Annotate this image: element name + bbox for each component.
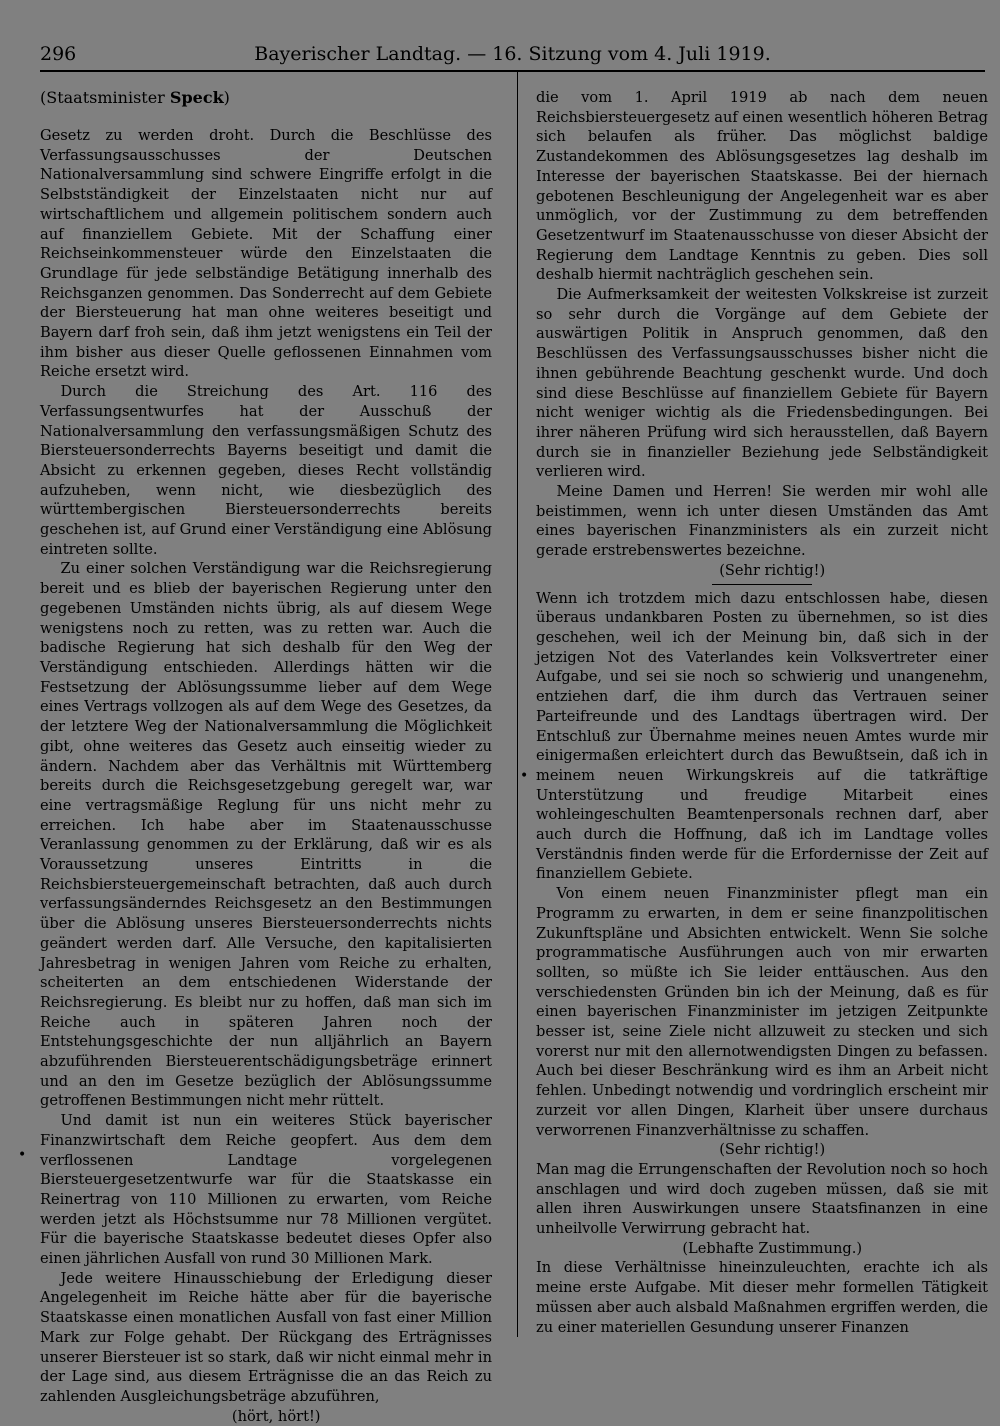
page-header (40, 40, 985, 68)
paragraph: Von einem neuen Finanzminister pflegt man ein Programm zu erwarten, in dem er seine finanzpolitischen Zukunftspläne und Absichten entwickelt. Wenn Sie solche programmatische Ausführungen auch von mir erwarten sollten, so müßte ich Sie leider enttäuschen. Aus den verschiedensten Gründen bin ich der Meinung, daß es für einen bayerischen Finanzminister im jetzigen Zeitpunkte besser ist, seine Ziele nicht allzuweit zu stecken und sich vorerst nur mit den allernotwendigsten Dingen zu befassen. Auch bei dieser Beschränkung wird es ihm an Arbeit nicht fehlen. Unbedingt notwendig und vordringlich erscheint mir zurzeit vor allen Dingen, Klarheit über unsere durchaus verworrenen Finanzverhältnisse zu schaffen. (536, 885, 988, 1139)
paragraph: Gesetz zu werden droht. Durch die Beschlüsse des Verfassungsausschusses der Deutschen Nationalversammlung sind schwere Eingriffe erfolgt in die Selbstständigkeit der Einzelstaaten nicht nur auf wirtschaftlichem und allgemein politischem sondern auch auf finanziellem Gebiete. Mit der Schaffung einer Reichseinkommensteuer würde den Einzelstaaten die Grundlage für jede selbständige Betätigung innerhalb des Reichsganzen genommen. Das Sonderrecht auf dem Gebiete der Biersteuerung hat man ohne weiteres beseitigt und Bayern darf froh sein, daß ihm jetzt wenigstens ein Teil der ihm bisher aus dieser Quelle geflossenen Einnahmen vom Reiche ersetzt wird. (40, 127, 492, 381)
page-number: 296 (40, 43, 77, 65)
paragraph: Die Aufmerksamkeit der weitesten Volkskreise ist zurzeit so sehr durch die Vorgänge auf dem Gebiete der auswärtigen Politik in Anspruch genommen, daß den Beschlüssen des Verfassungsausschusses bisher nicht die ihnen gebührende Beachtung geschenkt wurde. Und doch sind diese Beschlüsse auf finanziellem Gebiete für Bayern nicht weniger wichtig als die Friedensbedingungen. Bei ihrer näheren Prüfung wird sich herausstellen, daß Bayern durch sie in finanzieller Beziehung jede Selbständigkeit verlieren wird. (536, 286, 988, 481)
paragraph: In diese Verhältnisse hineinzuleuchten, erachte ich als meine erste Aufgabe. Mit dieser mehr formellen Tätigkeit müssen aber auch alsbald Maßnahmen ergriffen werden, die zu einer materiellen Gesundung unserer Finanzen (536, 1259, 988, 1336)
margin-dot: • (18, 1147, 27, 1163)
running-title: Bayerischer Landtag. — 16. Sitzung vom 4. Juli 1919. (254, 43, 771, 65)
paragraph: Meine Damen und Herren! Sie werden mir wohl alle beistimmen, wenn ich unter diesen Umständen das Amt eines bayerischen Finanzministers als ein zurzeit nicht gerade erstrebenswertes bezeichne. (536, 483, 988, 560)
speaker-name: Speck (169, 88, 224, 107)
separator-rule (712, 584, 812, 585)
margin-dot: • (520, 768, 529, 784)
paragraph: die vom 1. April 1919 ab nach dem neuen Reichsbiersteuergesetz auf einen wesentlich höheren Betrag sich belaufen als früher. Das möglichst baldige Zustandekommen des Ablösungsgesetzes lag deshalb im Interesse der bayerischen Staatskasse. Bei der hiernach gebotenen Beschleunigung der Angelegenheit war es aber unmöglich, vor der Zustimmung zu dem betreffenden Gesetzentwurf im Staatenausschusse von dieser Absicht der Regierung dem Landtage Kenntnis zu geben. Dies soll deshalb hiermit nachträglich geschehen sein. (536, 89, 988, 284)
paragraph: Man mag die Errungenschaften der Revolution noch so hoch anschlagen und wird doch zugeben müssen, daß sie mit allen ihren Auswirkungen unsere Staatsfinanzen in eine unheilvolle Verwirrung gebracht hat. (536, 1160, 988, 1238)
paragraph: Wenn ich trotzdem mich dazu entschlossen habe, diesen überaus undankbaren Posten zu übernehmen, so ist dies geschehen, weil ich der Meinung bin, daß sich in der jetzigen Not des Vaterlandes kein Volksvertreter einer Aufgabe, und sei sie noch so schwierig und unangenehm, entziehen darf, die ihm durch das Vertrauen seiner Parteifreunde und des Landtags übertragen wird. Der Entschluß zur Übernahme meines neuen Amtes wurde mir einigermaßen erleichtert durch das Bewußtsein, daß ich in meinem neuen Wirkungskreis auf die tatkräftige Unterstützung und freudige Mitarbeit eines wohleingeschulten Beamtenpersonals rechnen darf, aber auch durch die Hoffnung, daß ich im Landtage volles Verständnis finden werde für die Erfordernisse der Zeit auf finanziellem Gebiete. (536, 589, 988, 883)
speaker-label (40, 84, 492, 112)
paragraph: Durch die Streichung des Art. 116 des Verfassungsentwurfes hat der Ausschuß der Nationalversammlung den verfassungsmäßigen Schutz des Biersteuersonderrechts Bayerns beseitigt und damit die Absicht zu erkennen gegeben, dieses Recht vollständig aufzuheben, wenn nicht, wie diesbezüglich des württembergischen Biersteuersonderrechts bereits geschehen ist, auf Grund einer Verständigung eine Ablösung eintreten sollte. (40, 383, 492, 558)
interjection: (Lebhafte Zustimmung.) (682, 1239, 863, 1257)
interjection: (hört, hört!) (231, 1407, 321, 1425)
interjection: (Sehr richtig!) (719, 561, 826, 579)
paragraph: Zu einer solchen Verständigung war die Reichsregierung bereit und es blieb der bayerischen Regierung unter den gegebenen Umständen nichts übrig, als auf diesem Wege wenigstens noch zu retten, was zu retten war. Auch die badische Regierung hat sich deshalb für den Weg der Verständigung entschieden. Allerdings hätten wir die Festsetzung der Ablösungssumme lieber auf dem Wege eines Vertrags vollzogen als auf dem Wege des Gesetzes, da der letztere Weg der Nationalversammlung die Möglichkeit gibt, ohne weiteres das Gesetz auch einseitig wieder zu ändern. Nachdem aber das Verhältnis mit Württemberg bereits durch die Reichsgesetzgebung geregelt war, war eine vertragsmäßige Reglung für uns nicht mehr zu erreichen. Ich habe aber im Staatenausschusse Veranlassung genommen zu der Erklärung, daß wir es als Voraussetzung unseres Eintritts in die Reichsbiersteuergemeinschaft betrachten, daß auch durch verfassungsänderndes Reichsgesetz an den Bestimmungen über die Ablösung unseres Biersteuersonderrechts nichts geändert werden darf. Alle Versuche, den kapitalisierten Jahresbetrag in wenigen Jahren vom Reiche zu erhalten, scheiterten an dem entschiedenen Widerstande der Reichsregierung. Es bleibt nur zu hoffen, daß man sich im Reiche auch in späteren Jahren noch der Entstehungsgeschichte der nun alljährlich an Bayern abzuführenden Biersteuerentschädigungsbeträge erinnert und an den im Gesetze bezüglich der Ablösungssumme getroffenen Bestimmungen nicht mehr rüttelt. (40, 560, 492, 1110)
right-column (536, 88, 988, 1337)
interjection: (Sehr richtig!) (719, 1141, 826, 1159)
left-column (40, 78, 492, 1426)
speaker-prefix: (Staatsminister (40, 88, 170, 107)
paragraph: Jede weitere Hinausschiebung der Erledigung dieser Angelegenheit im Reiche hätte aber für die bayerische Staatskasse einen monatlichen Ausfall von fast einer Million Mark zur Folge gehabt. Der Rückgang des Erträgnisses unserer Biersteuer ist so stark, daß wir nicht einmal mehr in der Lage sind, aus diesem Erträgnisse die an das Reich zu zahlenden Ausgleichungsbeträge abzuführen, (40, 1269, 492, 1405)
header-rule (40, 70, 985, 72)
speaker-suffix: ) (223, 88, 230, 107)
paragraph: Und damit ist nun ein weiteres Stück bayerischer Finanzwirtschaft dem Reiche geopfert. Aus dem dem verflossenen Landtage vorgelegenen Biersteuergesetzentwurfe war für die Staatskasse ein Reinertrag von 110 Millionen zu erwarten, vom Reiche werden jetzt als Höchstsumme nur 78 Millionen vergütet. Für die bayerische Staatskasse bedeutet dieses Opfer also einen jährlichen Ausfall von rund 30 Millionen Mark. (40, 1112, 492, 1268)
column-divider (517, 72, 518, 1337)
